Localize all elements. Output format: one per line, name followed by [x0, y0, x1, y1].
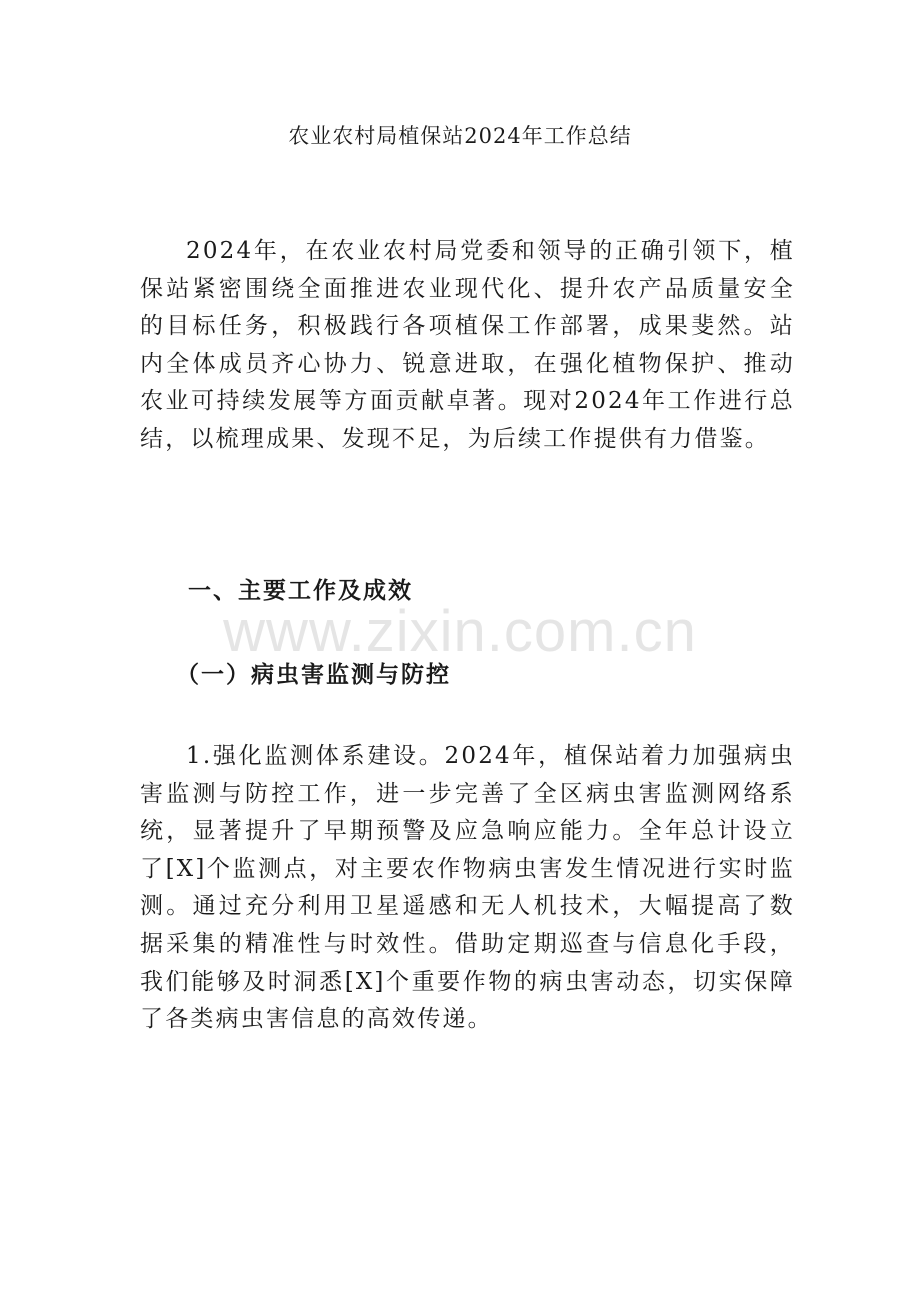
intro-paragraph: 2024年，在农业农村局党委和领导的正确引领下，植保站紧密围绕全面推进农业现代化、提升农产品质量安全的目标任务，积极践行各项植保工作部署，成果斐然。站内全体成员齐心协力、锐意进取，在强化植物保护、推动农业可持续发展等方面贡献卓著。现对2024年工作进行总结，以梳理成果、发现不足，为后续工作提供有力借鉴。 — [140, 238, 795, 452]
item-paragraph: 1.强化监测体系建设。2024年，植保站着力加强病虫害监测与防控工作，进一步完善了全区病虫害监测网络系统，显著提升了早期预警及应急响应能力。全年总计设立了[X]个监测点，对主要农作物病虫害发生情况进行实时监测。通过充分利用卫星遥感和无人机技术，大幅提高了数据采集的精准性与时效性。借助定期巡查与信息化手段，我们能够及时洞悉[X]个重要作物的病虫害动态，切实保障了各类病虫害信息的高效传递。 — [140, 743, 795, 1033]
subsection-heading: （一）病虫害监测与防控 — [176, 661, 451, 688]
document-title: 农业农村局植保站2024年工作总结 — [288, 124, 632, 148]
watermark: www.zixin.com.cn — [223, 599, 697, 664]
section-heading: 一、主要工作及成效 — [188, 577, 413, 604]
